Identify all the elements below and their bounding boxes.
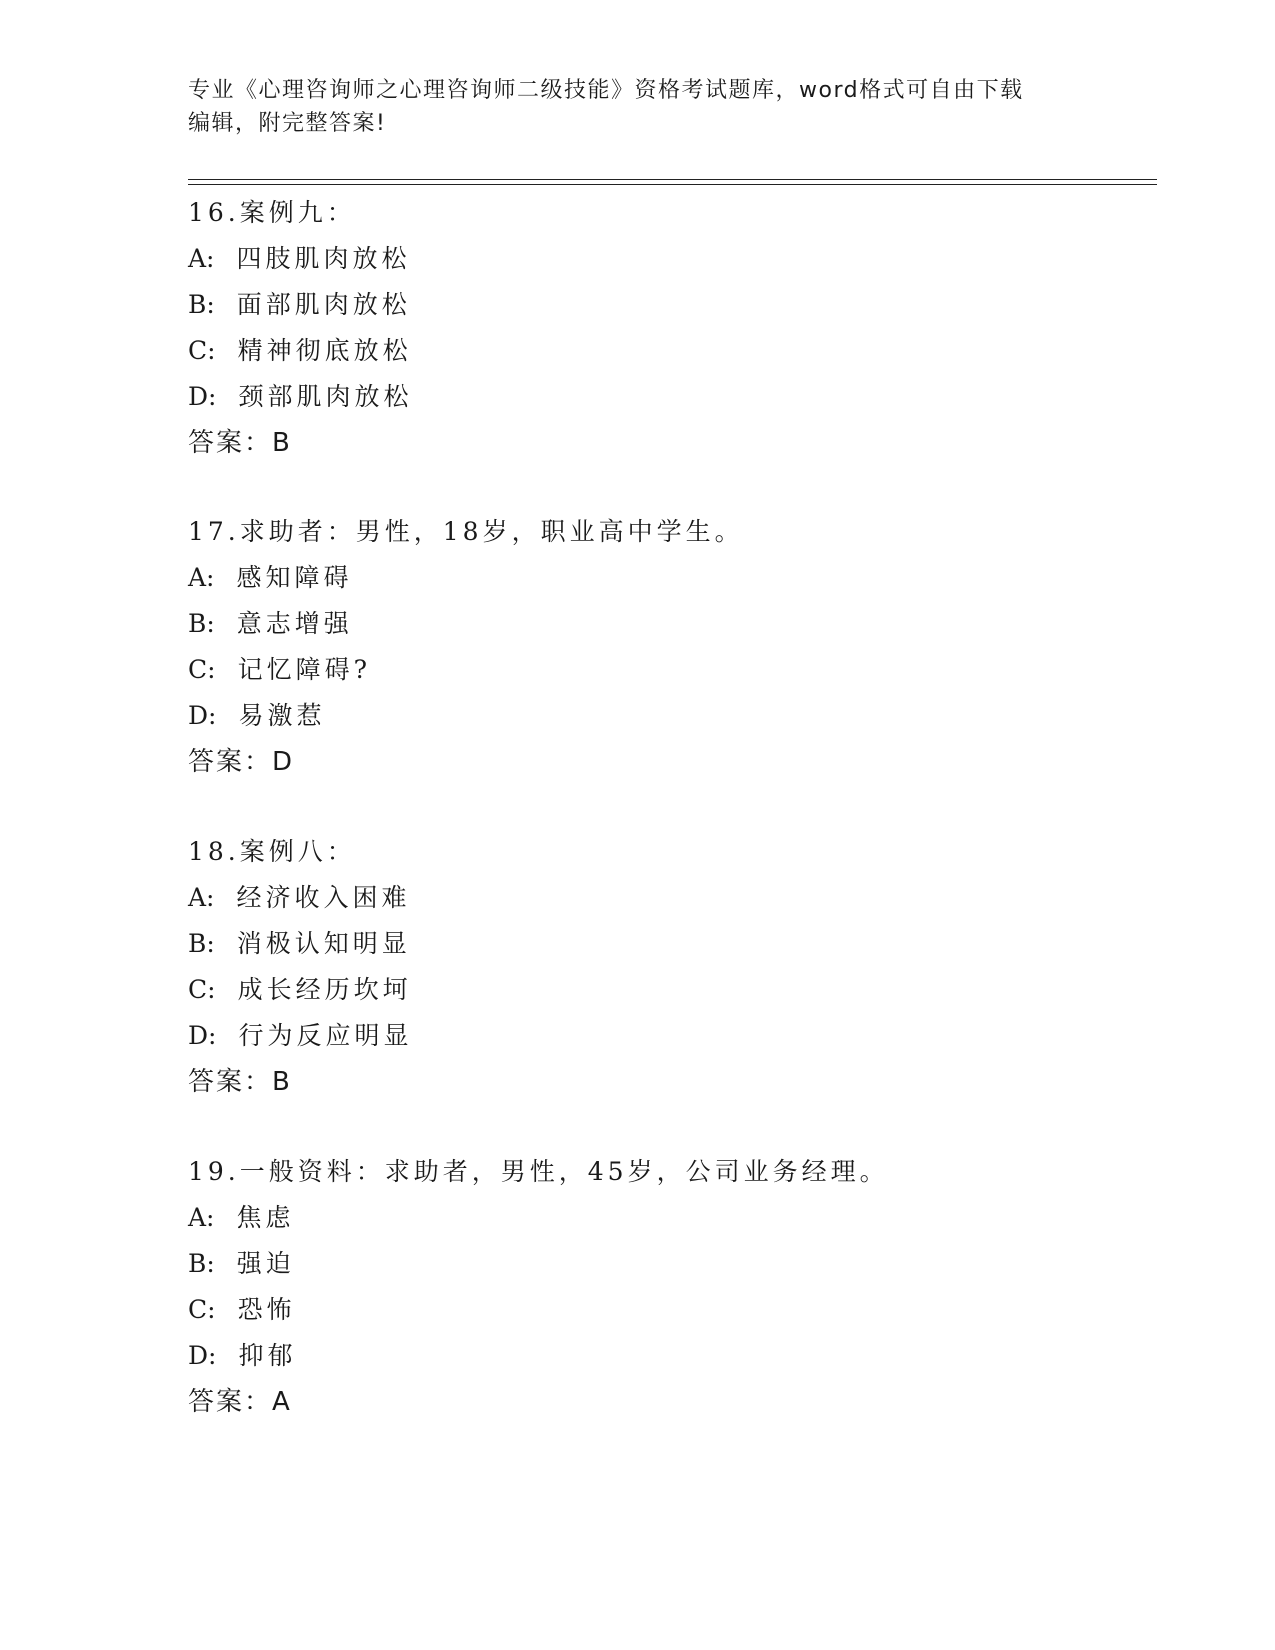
option-text: 易激惹 (238, 701, 326, 730)
answer-line: 答案：A (188, 1387, 292, 1417)
option-a (188, 875, 1148, 921)
question-18 (188, 829, 1148, 1105)
option-letter: B: (188, 609, 215, 638)
header-divider-bottom (188, 184, 1157, 185)
option-text: 颈部肌肉放松 (238, 382, 413, 411)
option-letter: C: (188, 655, 216, 684)
option-letter: A: (188, 563, 215, 592)
option-letter: A: (188, 244, 215, 273)
option-c (188, 328, 1148, 374)
question-17 (188, 509, 1148, 785)
option-text: 抑郁 (238, 1341, 297, 1370)
option-letter: C: (188, 975, 216, 1004)
option-letter: D: (188, 1341, 217, 1370)
option-c (188, 1287, 1148, 1333)
question-title: 16.案例九： (188, 198, 356, 227)
option-text: 行为反应明显 (238, 1021, 413, 1050)
option-c (188, 647, 1148, 693)
option-letter: D: (188, 1021, 217, 1050)
answer-line: 答案：D (188, 747, 295, 777)
option-b (188, 282, 1148, 328)
option-text: 经济收入困难 (236, 883, 411, 912)
option-text: 强迫 (236, 1249, 295, 1278)
option-text: 焦虑 (236, 1203, 295, 1232)
option-letter: C: (188, 1295, 216, 1324)
option-text: 精神彻底放松 (237, 336, 412, 365)
option-b (188, 601, 1148, 647)
option-a (188, 555, 1148, 601)
header-line-2: 编辑，附完整答案! (188, 111, 387, 136)
option-letter: A: (188, 883, 215, 912)
question-19 (188, 1149, 1148, 1425)
option-text: 消极认知明显 (236, 929, 411, 958)
option-text: 四肢肌肉放松 (236, 244, 411, 273)
header-divider-top (188, 179, 1157, 180)
option-c (188, 967, 1148, 1013)
option-b (188, 1241, 1148, 1287)
option-letter: B: (188, 290, 215, 319)
option-letter: B: (188, 1249, 215, 1278)
question-16 (188, 190, 1148, 466)
option-b (188, 921, 1148, 967)
option-letter: A: (188, 1203, 215, 1232)
option-text: 意志增强 (236, 609, 353, 638)
answer-line: 答案：B (188, 428, 292, 458)
document-header (188, 74, 1088, 140)
header-line-1: 专业《心理咨询师之心理咨询师二级技能》资格考试题库，word格式可自由下载 (188, 78, 1024, 103)
question-title: 19.一般资料：求助者，男性，45岁，公司业务经理。 (188, 1157, 889, 1186)
option-text: 恐怖 (237, 1295, 296, 1324)
option-text: 记忆障碍? (237, 655, 371, 684)
option-a (188, 236, 1148, 282)
option-text: 感知障碍 (236, 563, 353, 592)
option-letter: D: (188, 382, 217, 411)
option-d (188, 693, 1148, 739)
option-letter: C: (188, 336, 216, 365)
option-d (188, 1333, 1148, 1379)
question-title: 17.求助者：男性，18岁，职业高中学生。 (188, 517, 744, 546)
option-text: 面部肌肉放松 (236, 290, 411, 319)
option-letter: B: (188, 929, 215, 958)
option-a (188, 1195, 1148, 1241)
option-letter: D: (188, 701, 217, 730)
answer-line: 答案：B (188, 1067, 292, 1097)
option-d (188, 374, 1148, 420)
option-d (188, 1013, 1148, 1059)
option-text: 成长经历坎坷 (237, 975, 412, 1004)
question-title: 18.案例八： (188, 837, 356, 866)
